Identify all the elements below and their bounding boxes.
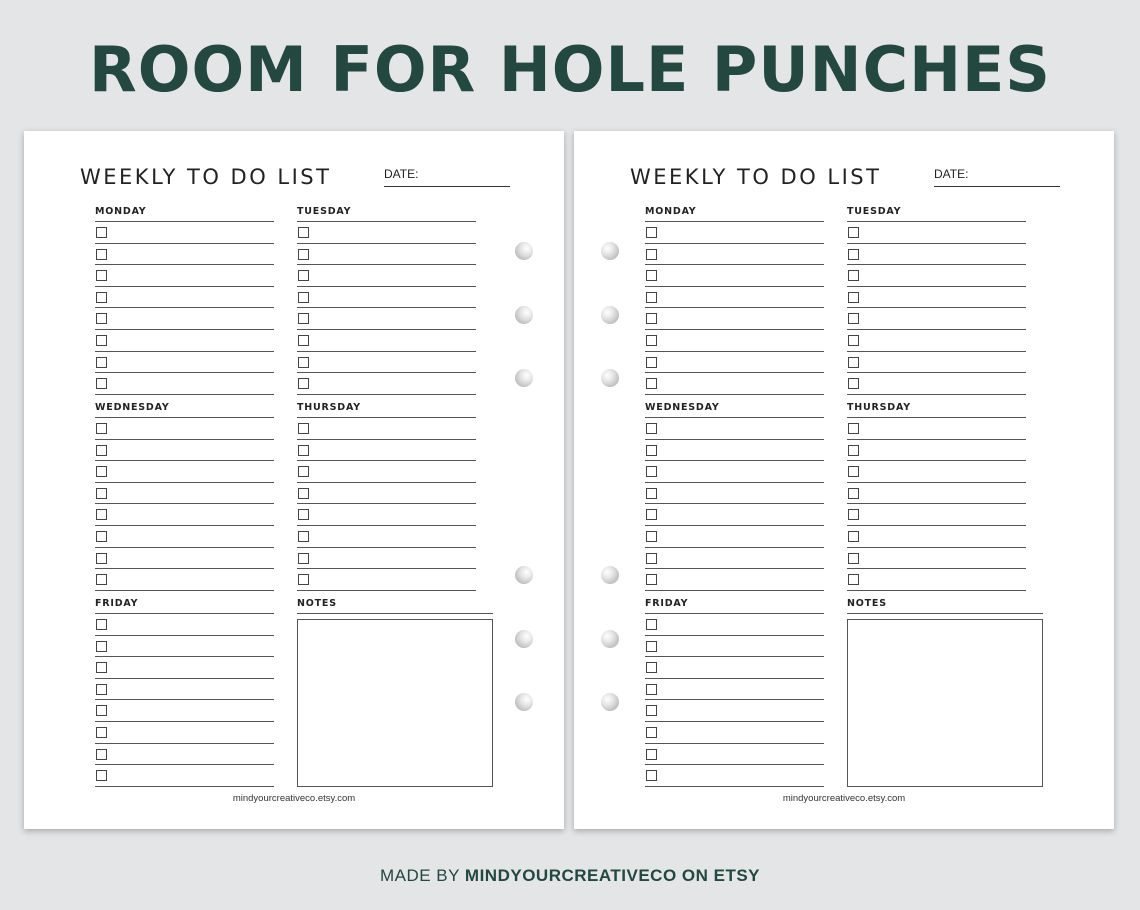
checkbox[interactable] — [646, 770, 657, 781]
checkbox[interactable] — [96, 466, 107, 477]
checkbox[interactable] — [848, 445, 859, 456]
hole-punch-mark — [515, 306, 533, 324]
task-row — [297, 352, 476, 374]
checkbox[interactable] — [646, 466, 657, 477]
date-line — [384, 186, 510, 187]
checkbox[interactable] — [848, 357, 859, 368]
task-row — [847, 352, 1026, 374]
task-row — [645, 679, 824, 701]
task-row — [95, 636, 274, 658]
task-row — [645, 287, 824, 309]
section-heading: TUESDAY — [297, 205, 476, 222]
task-row — [95, 418, 274, 440]
checkbox[interactable] — [646, 423, 657, 434]
hole-punch-mark — [601, 630, 619, 648]
task-row — [95, 287, 274, 309]
section-tuesday — [297, 205, 476, 395]
checkbox[interactable] — [96, 749, 107, 760]
checkbox[interactable] — [298, 313, 309, 324]
date-label: DATE: — [934, 167, 969, 181]
hole-punch-mark — [601, 369, 619, 387]
task-row — [95, 308, 274, 330]
task-row — [645, 504, 824, 526]
checkbox[interactable] — [298, 509, 309, 520]
task-row — [95, 373, 274, 395]
checkbox[interactable] — [646, 705, 657, 716]
task-list — [847, 418, 1026, 591]
checkbox[interactable] — [298, 445, 309, 456]
checkbox[interactable] — [646, 574, 657, 585]
section-heading: NOTES — [847, 597, 1043, 614]
checkbox[interactable] — [646, 292, 657, 303]
checkbox[interactable] — [96, 553, 107, 564]
task-row — [297, 569, 476, 591]
task-list — [297, 418, 476, 591]
task-row — [645, 744, 824, 766]
hole-punch-mark — [515, 630, 533, 648]
checkbox[interactable] — [96, 509, 107, 520]
section-heading: TUESDAY — [847, 205, 1026, 222]
section-monday — [645, 205, 824, 395]
checkbox[interactable] — [96, 313, 107, 324]
task-row — [95, 548, 274, 570]
task-row — [645, 657, 824, 679]
checkbox[interactable] — [96, 249, 107, 260]
checkbox[interactable] — [96, 357, 107, 368]
notes-box[interactable] — [847, 619, 1043, 787]
checkbox[interactable] — [298, 466, 309, 477]
task-row — [297, 244, 476, 266]
checkbox[interactable] — [298, 335, 309, 346]
page-footer: mindyourcreativeco.etsy.com — [782, 793, 906, 804]
checkbox[interactable] — [298, 227, 309, 238]
hole-punch-mark — [601, 693, 619, 711]
checkbox[interactable] — [298, 270, 309, 281]
task-row — [645, 483, 824, 505]
task-row — [95, 569, 274, 591]
task-row — [645, 265, 824, 287]
checkbox[interactable] — [646, 378, 657, 389]
hole-punch-mark — [515, 566, 533, 584]
section-heading: FRIDAY — [95, 597, 274, 614]
byline — [0, 866, 1140, 886]
task-row — [847, 222, 1026, 244]
task-row — [95, 330, 274, 352]
checkbox[interactable] — [646, 357, 657, 368]
checkbox[interactable] — [298, 423, 309, 434]
byline-brand: MINDYOURCREATIVECO ON ETSY — [464, 866, 761, 885]
section-heading: WEDNESDAY — [95, 401, 274, 418]
task-row — [847, 330, 1026, 352]
task-row — [297, 483, 476, 505]
checkbox[interactable] — [96, 423, 107, 434]
task-row — [297, 526, 476, 548]
checkbox[interactable] — [298, 378, 309, 389]
section-heading: FRIDAY — [645, 597, 824, 614]
hole-punch-mark — [601, 242, 619, 260]
checkbox[interactable] — [646, 313, 657, 324]
task-row — [95, 352, 274, 374]
checkbox[interactable] — [646, 619, 657, 630]
task-row — [847, 483, 1026, 505]
task-row — [297, 440, 476, 462]
checkbox[interactable] — [96, 488, 107, 499]
task-row — [645, 418, 824, 440]
checkbox[interactable] — [646, 249, 657, 260]
checkbox[interactable] — [96, 531, 107, 542]
task-row — [847, 569, 1026, 591]
task-row — [847, 244, 1026, 266]
task-list — [95, 222, 274, 395]
checkbox[interactable] — [848, 292, 859, 303]
checkbox[interactable] — [646, 227, 657, 238]
task-row — [95, 614, 274, 636]
section-thursday — [847, 401, 1026, 591]
page-title: WEEKLY TO DO LIST — [80, 165, 332, 189]
checkbox[interactable] — [848, 378, 859, 389]
checkbox[interactable] — [848, 553, 859, 564]
task-row — [847, 461, 1026, 483]
section-heading: THURSDAY — [847, 401, 1026, 418]
checkbox[interactable] — [298, 249, 309, 260]
task-list — [645, 614, 824, 787]
task-row — [645, 700, 824, 722]
section-wednesday — [95, 401, 274, 591]
checkbox[interactable] — [848, 227, 859, 238]
page-footer: mindyourcreativeco.etsy.com — [232, 793, 356, 804]
task-row — [95, 440, 274, 462]
checkbox[interactable] — [848, 531, 859, 542]
task-list — [95, 614, 274, 787]
checkbox[interactable] — [96, 662, 107, 673]
checkbox[interactable] — [646, 270, 657, 281]
checkbox[interactable] — [848, 574, 859, 585]
checkbox[interactable] — [848, 509, 859, 520]
hole-punch-mark — [601, 566, 619, 584]
task-row — [645, 373, 824, 395]
task-row — [645, 440, 824, 462]
checkbox[interactable] — [96, 574, 107, 585]
task-row — [297, 222, 476, 244]
section-notes — [847, 597, 1043, 787]
checkbox[interactable] — [96, 727, 107, 738]
task-list — [847, 222, 1026, 395]
task-row — [95, 526, 274, 548]
task-row — [297, 548, 476, 570]
task-row — [297, 330, 476, 352]
task-row — [645, 330, 824, 352]
task-row — [645, 244, 824, 266]
checkbox[interactable] — [96, 335, 107, 346]
task-row — [645, 222, 824, 244]
checkbox[interactable] — [848, 423, 859, 434]
hole-punch-mark — [515, 242, 533, 260]
checkbox[interactable] — [646, 335, 657, 346]
section-heading: MONDAY — [645, 205, 824, 222]
hole-punch-mark — [601, 306, 619, 324]
section-wednesday — [645, 401, 824, 591]
checkbox[interactable] — [96, 270, 107, 281]
task-row — [297, 265, 476, 287]
checkbox[interactable] — [848, 249, 859, 260]
section-monday — [95, 205, 274, 395]
checkbox[interactable] — [298, 553, 309, 564]
checkbox[interactable] — [298, 531, 309, 542]
checkbox[interactable] — [646, 445, 657, 456]
task-row — [95, 265, 274, 287]
checkbox[interactable] — [848, 313, 859, 324]
task-row — [297, 461, 476, 483]
checkbox[interactable] — [96, 619, 107, 630]
checkbox[interactable] — [848, 466, 859, 477]
checkbox[interactable] — [298, 488, 309, 499]
checkbox[interactable] — [96, 705, 107, 716]
checkbox[interactable] — [96, 292, 107, 303]
task-row — [645, 526, 824, 548]
section-friday — [95, 597, 274, 787]
task-row — [95, 244, 274, 266]
task-row — [95, 461, 274, 483]
section-heading: WEDNESDAY — [645, 401, 824, 418]
task-row — [297, 373, 476, 395]
checkbox[interactable] — [96, 684, 107, 695]
task-list — [95, 418, 274, 591]
checkbox[interactable] — [848, 488, 859, 499]
task-row — [645, 636, 824, 658]
task-row — [297, 418, 476, 440]
checkbox[interactable] — [848, 335, 859, 346]
checkbox[interactable] — [96, 227, 107, 238]
task-row — [847, 504, 1026, 526]
task-row — [95, 483, 274, 505]
section-thursday — [297, 401, 476, 591]
date-label: DATE: — [384, 167, 419, 181]
section-heading: NOTES — [297, 597, 493, 614]
hole-punch-mark — [515, 369, 533, 387]
section-friday — [645, 597, 824, 787]
page-title: WEEKLY TO DO LIST — [630, 165, 882, 189]
checkbox[interactable] — [646, 488, 657, 499]
task-row — [297, 504, 476, 526]
task-row — [95, 657, 274, 679]
hole-punch-mark — [515, 693, 533, 711]
task-row — [95, 765, 274, 787]
checkbox[interactable] — [646, 727, 657, 738]
task-row — [847, 548, 1026, 570]
task-row — [297, 287, 476, 309]
section-notes — [297, 597, 493, 787]
task-row — [645, 308, 824, 330]
checkbox[interactable] — [646, 509, 657, 520]
byline-prefix: MADE BY — [379, 866, 460, 885]
task-row — [645, 569, 824, 591]
task-row — [847, 265, 1026, 287]
notes-box[interactable] — [297, 619, 493, 787]
task-row — [847, 418, 1026, 440]
checkbox[interactable] — [848, 270, 859, 281]
task-row — [847, 526, 1026, 548]
checkbox[interactable] — [646, 749, 657, 760]
section-tuesday — [847, 205, 1026, 395]
task-row — [847, 287, 1026, 309]
task-row — [95, 744, 274, 766]
task-list — [297, 222, 476, 395]
task-list — [645, 222, 824, 395]
checkbox[interactable] — [646, 684, 657, 695]
task-row — [645, 548, 824, 570]
checkbox[interactable] — [96, 770, 107, 781]
checkbox[interactable] — [96, 641, 107, 652]
task-row — [847, 373, 1026, 395]
date-line — [934, 186, 1060, 187]
task-row — [297, 308, 476, 330]
task-row — [95, 222, 274, 244]
task-row — [645, 722, 824, 744]
task-row — [847, 308, 1026, 330]
task-row — [645, 352, 824, 374]
task-row — [95, 504, 274, 526]
checkbox[interactable] — [646, 662, 657, 673]
task-row — [645, 614, 824, 636]
checkbox[interactable] — [646, 553, 657, 564]
task-row — [645, 765, 824, 787]
task-row — [95, 700, 274, 722]
task-list — [645, 418, 824, 591]
section-heading: MONDAY — [95, 205, 274, 222]
checkbox[interactable] — [646, 641, 657, 652]
checkbox[interactable] — [96, 378, 107, 389]
task-row — [95, 722, 274, 744]
headline: ROOM FOR HOLE PUNCHES — [89, 33, 1051, 106]
planner-page-right — [574, 131, 1114, 829]
planner-page-left — [24, 131, 564, 829]
checkbox[interactable] — [96, 445, 107, 456]
task-row — [645, 461, 824, 483]
checkbox[interactable] — [298, 574, 309, 585]
checkbox[interactable] — [646, 531, 657, 542]
task-row — [847, 440, 1026, 462]
section-heading: THURSDAY — [297, 401, 476, 418]
checkbox[interactable] — [298, 292, 309, 303]
task-row — [95, 679, 274, 701]
checkbox[interactable] — [298, 357, 309, 368]
